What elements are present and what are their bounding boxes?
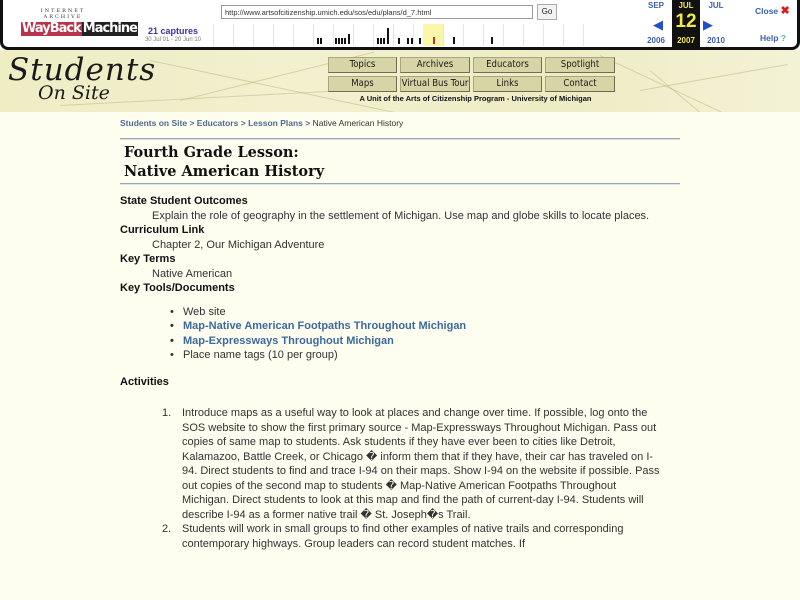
help-icon: ? bbox=[780, 33, 786, 43]
nav-virtual-bus-tour[interactable]: Virtual Bus Tour bbox=[400, 76, 470, 92]
tools-list bbox=[170, 305, 680, 363]
close-label: Close bbox=[755, 6, 779, 16]
close-icon: ✖ bbox=[780, 5, 790, 17]
site-logo[interactable] bbox=[8, 54, 156, 104]
main-nav bbox=[328, 57, 623, 103]
prev-arrow-icon[interactable]: ◀ bbox=[653, 17, 663, 32]
activities-list bbox=[162, 406, 680, 551]
activity-text: Introduce maps as a useful way to look at places and change over time. If possible, log onto the SOS website to show the first primary source - Map-Expressways Throughout Michigan. Pass out copies of same map to students. Ask students if they have ever been to cities like Detroit, Kalamazoo, Battle Creek, or Chicago � inform them that if they have, their car has traveled on I-94. Direct students to find and trace I-94 on their maps. Show I-94 on the website if possible. Pass out copies of the second map to students � Map-Native American Footpaths Throughout Michigan. Direct students to look at this map and find the path of current-day I-94. Students will describe I-94 as a former native trail � St. Joseph�s Trail. bbox=[182, 407, 660, 521]
wayback-label: WayBack bbox=[22, 21, 81, 36]
activities-heading: Activities bbox=[120, 375, 169, 388]
list-item: • Web site bbox=[170, 305, 680, 320]
machine-label: Machine bbox=[82, 21, 137, 36]
url-input[interactable]: http://www.artsofcitizenship.umich.edu/sos/edu/plans/d_7.html bbox=[221, 5, 533, 19]
activity-text: Students will work in small groups to find other examples of native trails and corresponding contemporary highways. Group leaders can record student matches. If bbox=[182, 523, 624, 550]
internet-archive-label: INTERNET ARCHIVE bbox=[40, 8, 86, 20]
nav-contact[interactable]: Contact bbox=[545, 76, 615, 92]
next-month-link[interactable]: JUL bbox=[708, 1, 724, 10]
section-heading: Key Terms bbox=[120, 253, 176, 265]
current-month: JUL bbox=[678, 1, 694, 10]
breadcrumb: Students on Site > Educators > Lesson Plans > Native American History bbox=[120, 118, 404, 128]
current-year: 2007 bbox=[677, 36, 695, 45]
section-body: Native American bbox=[152, 267, 233, 280]
nav-topics[interactable]: Topics bbox=[328, 57, 397, 73]
go-button[interactable]: Go bbox=[537, 4, 557, 20]
logo-on-site: On Site bbox=[38, 82, 110, 104]
activity-item: 1. Introduce maps as a useful way to look at places and change over time. If possible, log onto the SOS website to show the first primary source - Map-Expressways Throughout Michigan. Pass out copies of same map to students. Ask students if they have ever been to cities like Detroit, Kalamazoo, Battle Creek, or Chicago � inform them that if they have, their car has traveled on I-94. Direct students to find and trace I-94 on their maps. Show I-94 on the website if possible. Pass out copies of the second map to students � Map-Native American Footpaths Throughout Michigan. Direct students to look at this map and find the path of current-day I-94. Students will describe I-94 as a former native trail � St. Joseph�s Trail. bbox=[162, 407, 660, 521]
activity-item: 2. Students will work in small groups to find other examples of native trails and corresponding contemporary highways. Group leaders can record student matches. If bbox=[162, 523, 624, 550]
prev-month-link[interactable]: SEP bbox=[647, 1, 664, 10]
next-arrow-icon[interactable]: ▶ bbox=[703, 17, 713, 32]
page-title: Fourth Grade Lesson: Native American History bbox=[124, 144, 325, 180]
captures-info bbox=[133, 26, 213, 43]
close-button[interactable] bbox=[755, 4, 790, 17]
capture-timeline[interactable] bbox=[213, 24, 603, 46]
captures-range: 30 Jul 01 - 20 Jun 10 bbox=[144, 37, 202, 43]
link-expressways[interactable]: • Map-Expressways Throughout Michigan bbox=[170, 334, 680, 349]
section-heading: Key Tools/Documents bbox=[120, 282, 235, 294]
title-rule-bottom bbox=[120, 183, 680, 185]
nav-archives[interactable]: Archives bbox=[400, 57, 470, 73]
help-label: Help bbox=[760, 33, 779, 43]
breadcrumb-lesson-plans[interactable]: Lesson Plans bbox=[248, 118, 303, 128]
current-day: 12 bbox=[675, 11, 697, 32]
nav-educators[interactable]: Educators bbox=[473, 57, 542, 73]
help-button[interactable] bbox=[760, 33, 786, 43]
title-block bbox=[120, 138, 680, 185]
breadcrumb-students-on-site[interactable]: Students on Site bbox=[120, 118, 188, 128]
section-body: Chapter 2, Our Michigan Adventure bbox=[152, 238, 325, 251]
date-navigator bbox=[641, 0, 733, 47]
main-content bbox=[120, 118, 680, 551]
lesson-details bbox=[120, 194, 680, 296]
prev-year[interactable]: 2006 bbox=[647, 36, 665, 45]
captures-count[interactable]: 21 captures bbox=[147, 26, 199, 36]
breadcrumb-current: Native American History bbox=[312, 118, 404, 128]
site-tagline: A Unit of the Arts of Citizenship Program - University of Michigan bbox=[359, 94, 592, 103]
wayback-toolbar bbox=[0, 0, 800, 50]
next-year[interactable]: 2010 bbox=[707, 36, 725, 45]
nav-spotlight[interactable]: Spotlight bbox=[545, 57, 615, 73]
link-native-american-footpaths[interactable]: • Map-Native American Footpaths Throughout Michigan bbox=[170, 319, 680, 334]
wayback-logo[interactable] bbox=[21, 8, 137, 36]
section-heading: State Student Outcomes bbox=[120, 195, 248, 207]
nav-maps[interactable]: Maps bbox=[328, 76, 397, 92]
section-body: Explain the role of geography in the settlement of Michigan. Use map and globe skills to locate places. bbox=[152, 209, 650, 222]
breadcrumb-educators[interactable]: Educators bbox=[196, 118, 239, 128]
logo-students: Students bbox=[8, 52, 157, 88]
site-header bbox=[0, 50, 800, 112]
nav-links[interactable]: Links bbox=[473, 76, 542, 92]
list-item: • Place name tags (10 per group) bbox=[170, 348, 680, 363]
current-date bbox=[672, 0, 700, 47]
section-heading: Curriculum Link bbox=[120, 224, 205, 236]
